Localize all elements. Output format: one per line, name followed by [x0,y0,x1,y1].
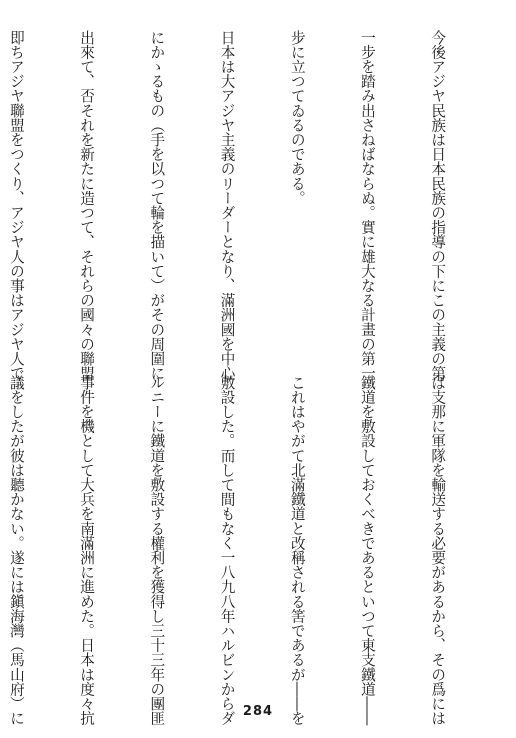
text-column: 事件を機として大兵を南滿洲に進めた。日本は度々抗 [78,375,96,726]
text-column: 今後アジヤ民族は日本民族の指導の下にこの主義の第 [429,30,447,381]
text-column: これはやがて北滿鐵道と改稱される筈であるが――を [288,375,306,726]
text-column: 即ちアジヤ聯盟をつくり、アジヤ人の事はアジヤ人で [7,30,25,381]
text-column: にかゝるもの（手を以つて輪を描いて）がその周圍に [148,30,166,381]
text-column: 敷設した。而して間もなく一八九八年ハルビンからダ [218,375,236,726]
text-column: 鐵道を敷設しておくべきであるといつて東支鐵道―― [358,375,376,726]
text-column: ルニーに鐵道を敷設する權利を獲得し三十三年の團匪 [148,375,166,726]
text-column: 出來て、否それを新たに造つて、それらの國々の聯盟 [78,30,96,381]
page-number: 284 [242,704,274,719]
text-column: 步に立つてゐるのである。 [288,30,306,206]
text-column: 議をしたが彼は聽かない。遂には鎭海灣（馬山府）に [7,375,25,726]
text-column: 一步を踏み出さねばならぬ。實に雄大なる計畫の第一 [358,30,376,381]
text-column: 日本は大アジヤ主義のリーダーとなり、滿洲國を中心 [218,30,236,381]
text-column: ば支那に軍隊を輸送する必要があるから、その爲には [429,375,447,726]
upper-text-block [7,30,496,381]
